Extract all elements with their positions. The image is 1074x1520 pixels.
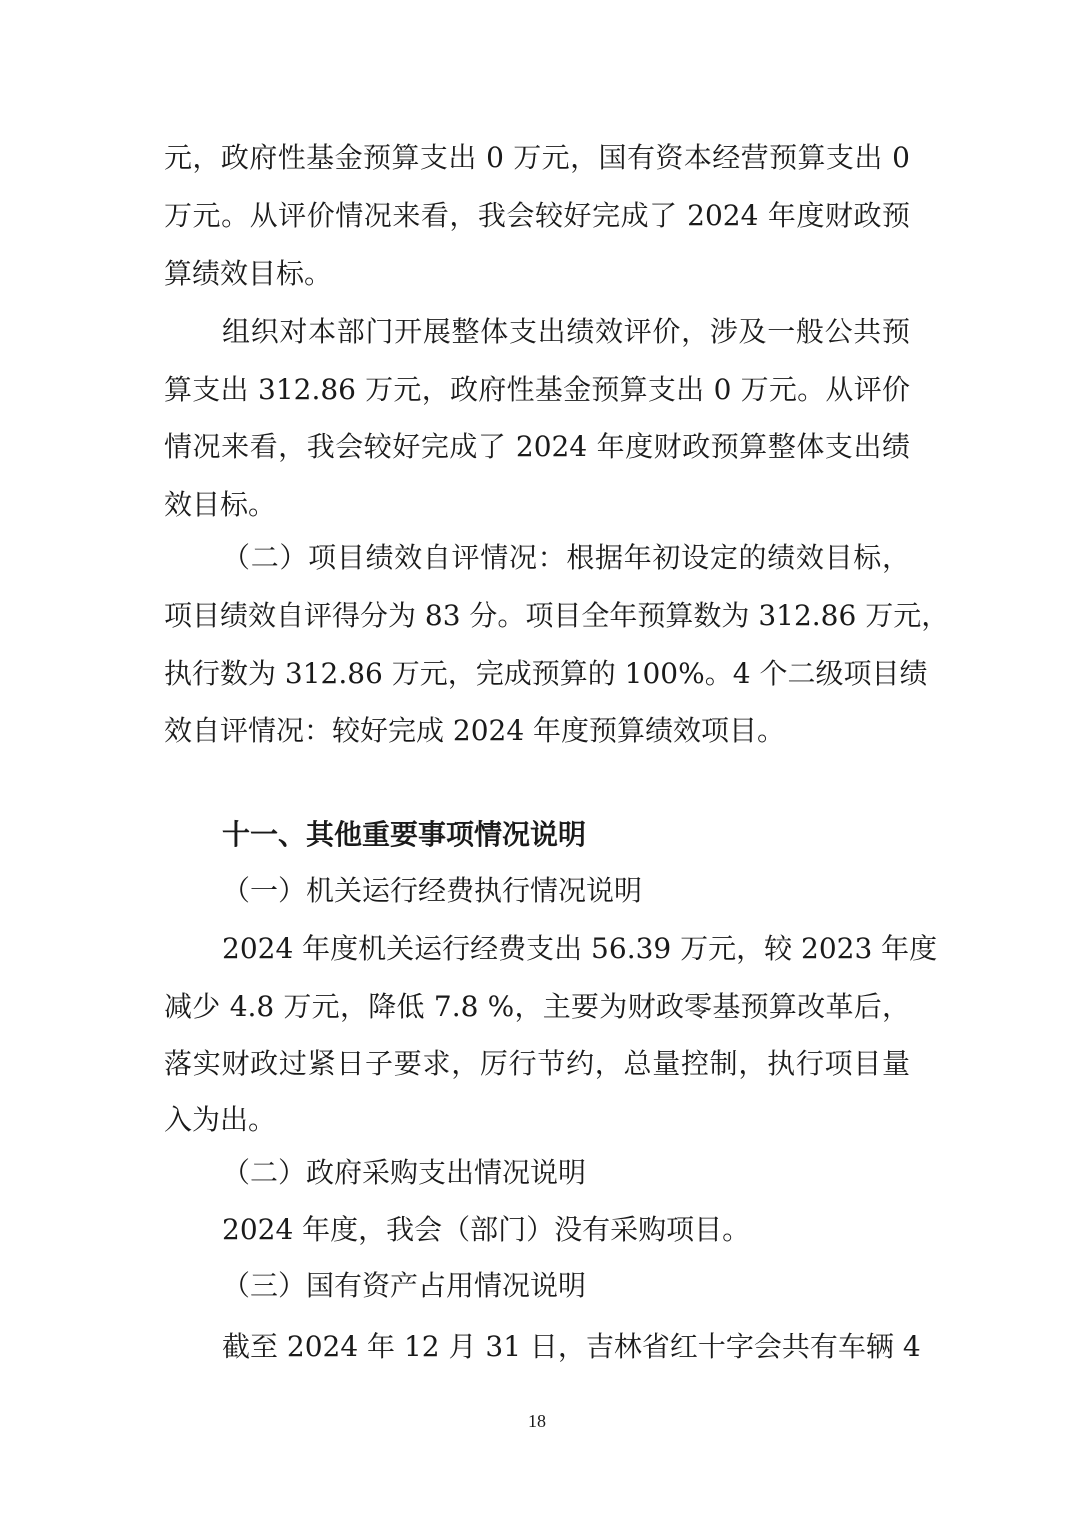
paragraph-line: 入为出。	[164, 1103, 277, 1136]
subsection-title: （二）政府采购支出情况说明	[222, 1156, 587, 1189]
paragraph-line: 效自评情况：较好完成 2024 年度预算绩效项目。	[164, 714, 786, 747]
paragraph-line: 2024 年度机关运行经费支出 56.39 万元，较 2023 年度	[222, 932, 938, 965]
paragraph-line: 效目标。	[164, 488, 277, 521]
paragraph-line: 执行数为 312.86 万元，完成预算的 100%。4 个二级项目绩	[164, 657, 928, 690]
paragraph-line: 算绩效目标。	[164, 257, 333, 290]
paragraph-line: 元，政府性基金预算支出 0 万元，国有资本经营预算支出 0	[164, 141, 910, 174]
page-number: 18	[528, 1411, 546, 1431]
paragraph-line: 2024 年度，我会（部门）没有采购项目。	[222, 1213, 751, 1246]
paragraph-line: 算支出 312.86 万元，政府性基金预算支出 0 万元。从评价	[164, 373, 910, 406]
subsection-title: （一）机关运行经费执行情况说明	[222, 874, 643, 907]
paragraph-line: 项目绩效自评得分为 83 分。项目全年预算数为 312.86 万元，	[164, 599, 950, 632]
paragraph-line: 截至 2024 年 12 月 31 日，吉林省红十字会共有车辆 4	[222, 1330, 921, 1363]
paragraph-line: 落实财政过紧日子要求，厉行节约，总量控制，执行项目量	[164, 1047, 910, 1080]
section-heading: 十一、其他重要事项情况说明	[222, 818, 587, 851]
paragraph-line: 减少 4.8 万元，降低 7.8 %，主要为财政零基预算改革后，	[164, 990, 910, 1023]
paragraph-line: （二）项目绩效自评情况：根据年初设定的绩效目标，	[222, 541, 910, 574]
paragraph-line: 万元。从评价情况来看，我会较好完成了 2024 年度财政预	[164, 199, 910, 232]
paragraph-line: 情况来看，我会较好完成了 2024 年度财政预算整体支出绩	[164, 430, 910, 463]
subsection-title: （三）国有资产占用情况说明	[222, 1269, 587, 1302]
paragraph-line: 组织对本部门开展整体支出绩效评价，涉及一般公共预	[222, 315, 910, 348]
